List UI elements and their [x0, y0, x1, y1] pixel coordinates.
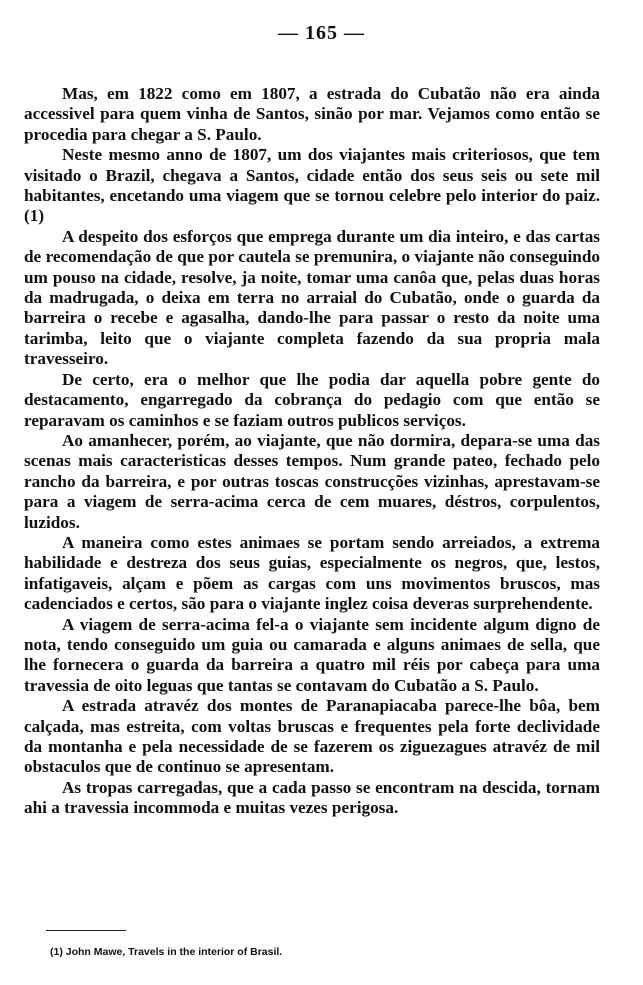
- paragraph: A despeito dos esforços que emprega durante um dia inteiro, e das cartas de recomendação de que por cautela se premunira, o viajante não conseguindo um pouso na cidade, resolve, ja noite, tomar uma canôa que, pelas duas horas da madrugada, o deixa em terra no arraial do Cubatão, onde o guarda da barreira o recebe e agasalha, dando-lhe para passar o resto da noite uma tarimba, leito que o viajante completa fazendo da sua propria mala travesseiro.: [24, 226, 600, 369]
- paragraph: A maneira como estes animaes se portam sendo arreiados, a extrema habilidade e destreza dos seus guias, especialmente os negros, que, lestos, infatigaveis, alçam e põem as cargas com uns movimentos bruscos, mas cadenciados e certos, são para o viajante inglez coisa deveras surprehendente.: [24, 532, 600, 614]
- paragraph: De certo, era o melhor que lhe podia dar aquella pobre gente do destacamento, engarregado da cobrança do pedagio com que então se reparavam os caminhos e se faziam outros publicos serviços.: [24, 369, 600, 430]
- paragraph: Neste mesmo anno de 1807, um dos viajantes mais criteriosos, que tem visitado o Brazil, chegava a Santos, cidade então dos seus seis ou sete mil habitantes, encetando uma viagem que se tornou celebre pelo interior do paiz. (1): [24, 145, 600, 226]
- footnote: (1) John Mawe, Travels in the interior of Brasil.: [50, 946, 283, 958]
- page-number: — 165 —: [278, 22, 365, 44]
- footnote-divider: [46, 930, 126, 931]
- paragraph: As tropas carregadas, que a cada passo se encontram na descida, tornam ahi a travessia incommoda e muitas vezes perigosa.: [24, 777, 600, 818]
- paragraph: Ao amanhecer, porém, ao viajante, que não dormira, deparа-se uma das scenas mais caracteristicas desses tempos. Num grande pateo, fechado pelo rancho da barreira, e por outras toscas construcções vizinhas, aprestavam-se para a viagem de serra-acima cerca de cem muares, déstros, corpulentos, luzidos.: [24, 430, 600, 532]
- body-text: [24, 84, 600, 819]
- paragraph: Mas, em 1822 como em 1807, a estrada do Cubatão não era ainda accessivel para quem vinha de Santos, sinão por mar. Vejamos como então se procedia para chegar a S. Paulo.: [24, 84, 600, 144]
- paragraph: A estrada atravéz dos montes de Paranapiacaba parece-lhe bôa, bem calçada, mas estreita, com voltas bruscas e frequentes pela forte declividade da montanha e pela necessidade de se fazerem os ziguezagues atravéz de mil obstaculos que de continuo se apresentam.: [24, 696, 600, 777]
- paragraph: A viagem de serra-acima fel-a o viajante sem incidente algum digno de nota, tendo conseguido um guia ou camarada e alguns animaes de sella, que lhe fornecera o guarda da barreira a quatro mil réis por cabeça para uma travessia de oito leguas que tantas se contavam do Cubatão a S. Paulo.: [24, 614, 600, 695]
